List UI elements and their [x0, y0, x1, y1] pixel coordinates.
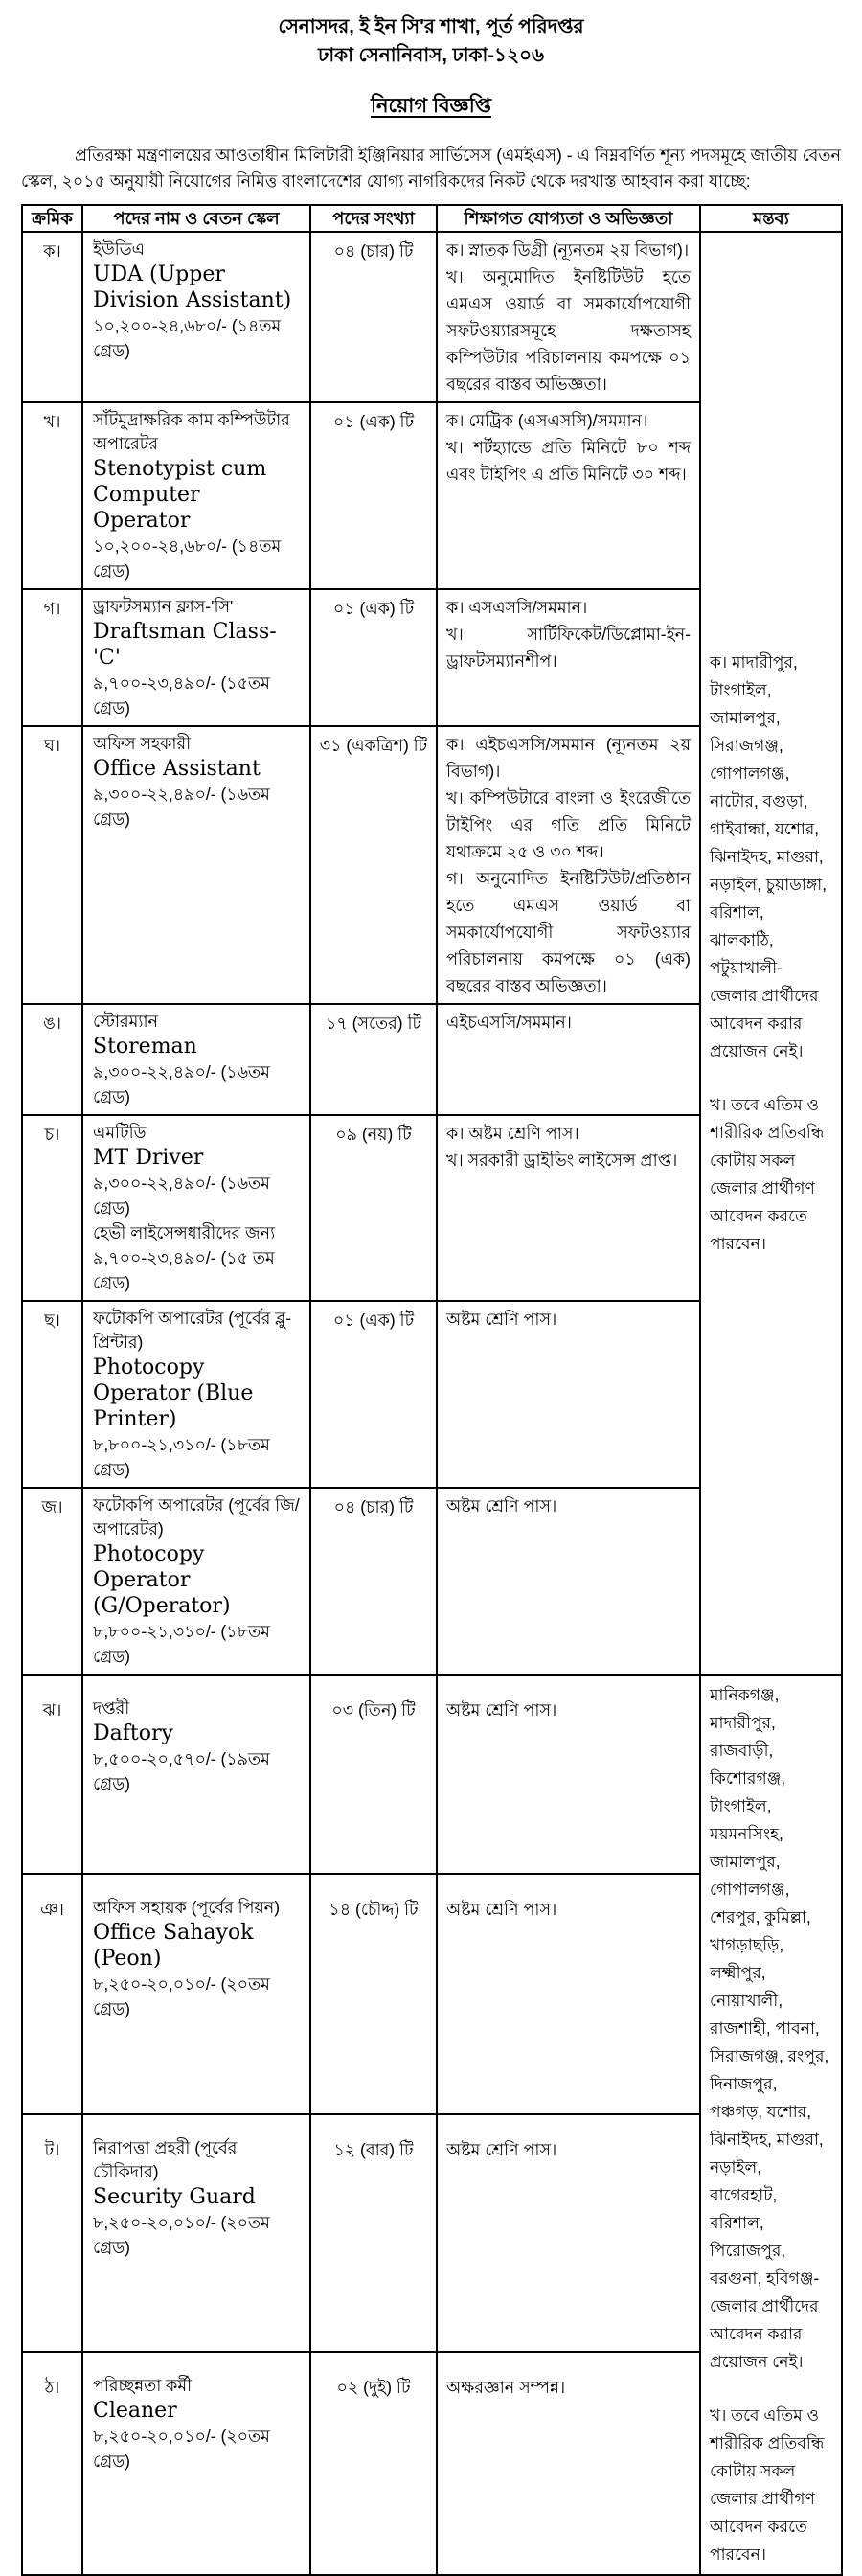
qualification-item: ক। এইচএসসি/সমমান (ন্যূনতম ২য় বিভাগ)। [446, 735, 691, 781]
qualification-item: ক। মেট্রিক (এসএসসি)/সমমান। [446, 411, 648, 430]
remarks-paragraph: খ। তবে এতিম ও শারীরিক প্রতিবন্ধি কোটায় সকল জেলার প্রার্থীগণ আবেদন করতে পারবেন। [710, 2405, 825, 2564]
pay-scale-line: ৮,২৫০-২০,০১০/- (২০তম গ্রেড) [93, 1974, 270, 2019]
position-name-cell [82, 1488, 310, 1675]
pay-scale-line: ৯,৭০০-২৩,৪৯০/- (১৫ তম গ্রেড) [93, 1248, 275, 1292]
qualification-cell [437, 1488, 700, 1675]
column-header-remarks: মন্তব্য [700, 205, 842, 232]
position-name-bn: দপ্তরী [93, 1698, 130, 1718]
position-name-cell [82, 1301, 310, 1488]
qualification-item: অষ্টম শ্রেণি পাস। [446, 1700, 557, 1720]
qualification-cell [437, 1675, 700, 1874]
column-header-serial: ক্রমিক [22, 205, 82, 232]
position-name-cell [82, 1115, 310, 1301]
qualification-cell [437, 2352, 700, 2575]
qualification-item: ক। এসএসসি/সমমান। [446, 598, 588, 617]
position-name-en: Photocopy Operator (G/Operator) [93, 1542, 231, 1618]
qualification-item: খ। শর্টহ্যান্ডে প্রতি মিনিটে ৮০ শব্দ এবং টাইপিং এ প্রতি মিনিটে ৩০ শব্দ। [446, 438, 691, 484]
table-row [22, 1675, 842, 1874]
qualification-cell [437, 1115, 700, 1301]
post-count-cell: ০১ (এক) টি [310, 589, 437, 726]
serial-cell: ঠ। [22, 2352, 82, 2575]
position-name-en: Office Sahayok (Peon) [93, 1921, 254, 1972]
post-count-cell: ০৪ (চার) টি [310, 232, 437, 402]
serial-cell: ঞ। [22, 1874, 82, 2114]
position-name-cell [82, 1874, 310, 2114]
pay-scale-line: ১০,২০০-২৪,৬৮০/- (১৪তম গ্রেড) [93, 536, 282, 581]
serial-cell: চ। [22, 1115, 82, 1301]
qualification-item: খ। সার্টিফিকেট/ডিপ্লোমা-ইন- ড্রাফটসম্যানশীপ। [446, 625, 691, 671]
remarks-cell [700, 1675, 842, 2575]
position-name-cell [82, 2352, 310, 2575]
qualification-item: খ। অনুমোদিত ইনষ্টিটিউট হতে এমএস ওয়ার্ড বা সমকার্যোপযোগী সফটওয়্যারসমূহে দক্ষতাসহ কম্পিউটার পরিচালনায় কমপক্ষে ০১ বছরের বাস্তব অভিজ্ঞতা। [446, 267, 691, 394]
position-name-bn: ফটোকপি অপারেটর (পূর্বের জি/অপারেটর) [93, 1495, 300, 1539]
position-name-en: Daftory [93, 1721, 173, 1745]
serial-cell: ঘ। [22, 726, 82, 1004]
pay-scale-line: ১০,২০০-২৪,৬৮০/- (১৪তম গ্রেড) [93, 316, 282, 360]
table-header-row [22, 205, 842, 232]
post-count-cell: ১৭ (সতের) টি [310, 1004, 437, 1115]
qualification-cell [437, 589, 700, 726]
remarks-paragraph: ক। মাদারীপুর, টাংগাইল, জামালপুর, সিরাজগঞ্জ, গোপালগঞ্জ, নাটোর, বগুড়া, গাইবান্ধা, যশোর, ঝিনাইদহ, মাগুরা, নড়াইল, চুয়াডাঙ্গা, বরিশাল, ঝালকাঠি, পটুয়াখালী- জেলার প্রার্থীদের আবেদন করার প্রয়োজন নেই। [710, 652, 827, 1060]
pay-scale-line: ৮,৮০০-২১,৩১০/- (১৮তম গ্রেড) [93, 1435, 270, 1479]
column-header-qualification: শিক্ষাগত যোগ্যতা ও অভিজ্ঞতা [437, 205, 700, 232]
position-name-bn: অফিস সহকারী [93, 734, 192, 753]
serial-cell: ক। [22, 232, 82, 402]
positions-table [21, 204, 843, 2576]
qualification-cell [437, 2114, 700, 2352]
column-header-position-name: পদের নাম ও বেতন স্কেল [82, 205, 310, 232]
position-name-en: Cleaner [93, 2398, 177, 2423]
qualification-cell [437, 726, 700, 1004]
qualification-cell [437, 1004, 700, 1115]
position-name-cell [82, 232, 310, 402]
serial-cell: ঝ। [22, 1675, 82, 1874]
position-name-cell [82, 2114, 310, 2352]
pay-scale-line: ৮,৮০০-২১,৩১০/- (১৮তম গ্রেড) [93, 1622, 270, 1666]
qualification-cell [437, 232, 700, 402]
post-count-cell: ০১ (এক) টি [310, 402, 437, 589]
pay-scale-line: ৯,৩০০-২২,৪৯০/- (১৬তম গ্রেড) [93, 1062, 270, 1106]
qualification-item: ক। অষ্টম শ্রেণি পাস। [446, 1124, 579, 1143]
pay-scale-line: ৯,৭০০-২৩,৪৯০/- (১৫তম গ্রেড) [93, 673, 270, 718]
qualification-item: অষ্টম শ্রেণি পাস। [446, 1496, 557, 1516]
qualification-cell [437, 402, 700, 589]
position-name-en: Office Assistant [93, 757, 261, 781]
qualification-cell [437, 1301, 700, 1488]
post-count-cell: ০৪ (চার) টি [310, 1488, 437, 1675]
qualification-item: অষ্টম শ্রেণি পাস। [446, 1310, 557, 1329]
pay-scale-line: হেভী লাইসেন্সধারীদের জন্য [93, 1223, 276, 1242]
position-name-bn: নিরাপত্তা প্রহরী (পূর্বের চৌকিদার) [93, 2138, 238, 2182]
serial-cell: জ। [22, 1488, 82, 1675]
pay-scale-line: ৮,২৫০-২০,০১০/- (২০তম গ্রেড) [93, 2426, 270, 2471]
position-name-bn: সাঁটমুদ্রাক্ষরিক কাম কম্পিউটার অপারেটর [93, 410, 290, 453]
org-line-1: সেনাসদর, ই ইন সি'র শাখা, পূর্ত পরিদপ্তর [278, 16, 584, 37]
position-name-bn: ড্রাফটসম্যান ক্লাস-'সি' [93, 597, 234, 616]
position-name-cell [82, 726, 310, 1004]
pay-scale-line: ৮,২৫০-২০,০১০/- (২০তম গ্রেড) [93, 2213, 270, 2258]
post-count-cell: ০৩ (তিন) টি [310, 1675, 437, 1874]
position-name-en: UDA (Upper Division Assistant) [93, 262, 292, 312]
position-name-en: Draftsman Class-'C' [93, 620, 277, 670]
position-name-cell [82, 402, 310, 589]
qualification-item: ক। স্নাতক ডিগ্রী (ন্যূনতম ২য় বিভাগ)। [446, 240, 690, 260]
remarks-paragraph: খ। তবে এতিম ও শারীরিক প্রতিবন্ধি কোটায় সকল জেলার প্রার্থীগণ আবেদন করতে পারবেন। [710, 1095, 825, 1253]
position-name-bn: পরিচ্ছন্নতা কর্মী [93, 2375, 193, 2395]
qualification-item: অষ্টম শ্রেণি পাস। [446, 2140, 557, 2160]
serial-cell: খ। [22, 402, 82, 589]
intro-paragraph: প্রতিরক্ষা মন্ত্রণালয়ের আওতাধীন মিলিটারী ইঞ্জিনিয়ার সার্ভিসেস (এমইএস) - এ নিম্নবর্ণিত শূন্য পদসমূহে জাতীয় বেতন স্কেল, ২০১৫ অনুযায়ী নিয়োগের নিমিত্ত বাংলাদেশের যোগ্য নাগরিকদের নিকট থেকে দরখাস্ত আহবান করা যাচ্ছে: [21, 146, 841, 191]
title-wrap [21, 90, 841, 124]
position-name-bn: ইউডিএ [93, 239, 145, 259]
serial-cell: ট। [22, 2114, 82, 2352]
post-count-cell: ১৪ (চৌদ্দ) টি [310, 1874, 437, 2114]
position-name-cell [82, 1004, 310, 1115]
pay-scale-line: ৮,৫০০-২০,৫৭০/- (১৯তম গ্রেড) [93, 1749, 270, 1793]
qualification-cell [437, 1874, 700, 2114]
qualification-item: অক্ষরজ্ঞান সম্পন্ন। [446, 2377, 566, 2397]
position-name-cell [82, 1675, 310, 1874]
serial-cell: গ। [22, 589, 82, 726]
notice-title: নিয়োগ বিজ্ঞপ্তি [370, 95, 492, 117]
org-line-2: ঢাকা সেনানিবাস, ঢাকা-১২০৬ [318, 45, 544, 66]
post-count-cell: ০১ (এক) টি [310, 1301, 437, 1488]
column-header-post-count: পদের সংখ্যা [310, 205, 437, 232]
table-row [22, 232, 842, 402]
post-count-cell: ১২ (বার) টি [310, 2114, 437, 2352]
qualification-item: এইচএসসি/সমমান। [446, 1013, 572, 1032]
pay-scale-line: ৯,৩০০-২২,৪৯০/- (১৬তম গ্রেড) [93, 785, 270, 829]
post-count-cell: ৩১ (একত্রিশ) টি [310, 726, 437, 1004]
qualification-item: খ। সরকারী ড্রাইভিং লাইসেন্স প্রাপ্ত। [446, 1151, 678, 1170]
position-name-en: Security Guard [93, 2185, 256, 2210]
position-name-en: Photocopy Operator (Blue Printer) [93, 1356, 254, 1431]
position-name-en: Storeman [93, 1035, 197, 1059]
serial-cell: ছ। [22, 1301, 82, 1488]
qualification-item: খ। কম্পিউটারে বাংলা ও ইংরেজীতে টাইপিং এর গতি প্রতি মিনিটে যথাক্রমে ২৫ ও ৩০ শব্দ। [446, 788, 691, 861]
pay-scale-line: ৯,৩০০-২২,৪৯০/- (১৬তম গ্রেড) [93, 1174, 270, 1218]
post-count-cell: ০৯ (নয়) টি [310, 1115, 437, 1301]
position-name-bn: স্টোরম্যান [93, 1012, 158, 1031]
remarks-paragraph: মানিকগঞ্জ, মাদারীপুর, রাজবাড়ী, কিশোরগঞ্জ, টাংগাইল, ময়মনসিংহ, জামালপুর, গোপালগঞ্জ, শেরপুর, কুমিল্লা, খাগড়াছড়ি, লক্ষ্মীপুর, নোয়াখালী, রাজশাহী, পাবনা, সিরাজগঞ্জ, রংপুর, দিনাজপুর, পঞ্চগড়, যশোর, ঝিনাইদহ, মাগুরা, নড়াইল, বাগেরহাট, বরিশাল, পিরোজপুর, বরগুনা, হবিগঞ্জ-জেলার প্রার্থীদের আবেদন করার প্রয়োজন নেই। [710, 1685, 829, 2371]
position-name-bn: এমটিডি [93, 1123, 147, 1142]
position-name-bn: অফিস সহায়ক (পূর্বের পিয়ন) [93, 1898, 281, 1918]
position-name-en: MT Driver [93, 1146, 204, 1170]
qualification-item: গ। অনুমোদিত ইনষ্টিটিউট/প্রতিষ্ঠান হতে এমএস ওয়ার্ড বা সমকার্যোপযোগী সফটওয়্যার পরিচালনায় কমপক্ষে ০১ (এক) বছরের বাস্তব অভিজ্ঞতা। [446, 869, 691, 995]
qualification-item: অষ্টম শ্রেণি পাস। [446, 1900, 557, 1920]
position-name-en: Stenotypist cum Computer Operator [93, 457, 267, 533]
position-name-cell [82, 589, 310, 726]
remarks-cell [700, 232, 842, 1675]
serial-cell: ঙ। [22, 1004, 82, 1115]
post-count-cell: ০২ (দুই) টি [310, 2352, 437, 2575]
position-name-bn: ফটোকপি অপারেটর (পূর্বের ব্লু-প্রিন্টার) [93, 1309, 292, 1352]
